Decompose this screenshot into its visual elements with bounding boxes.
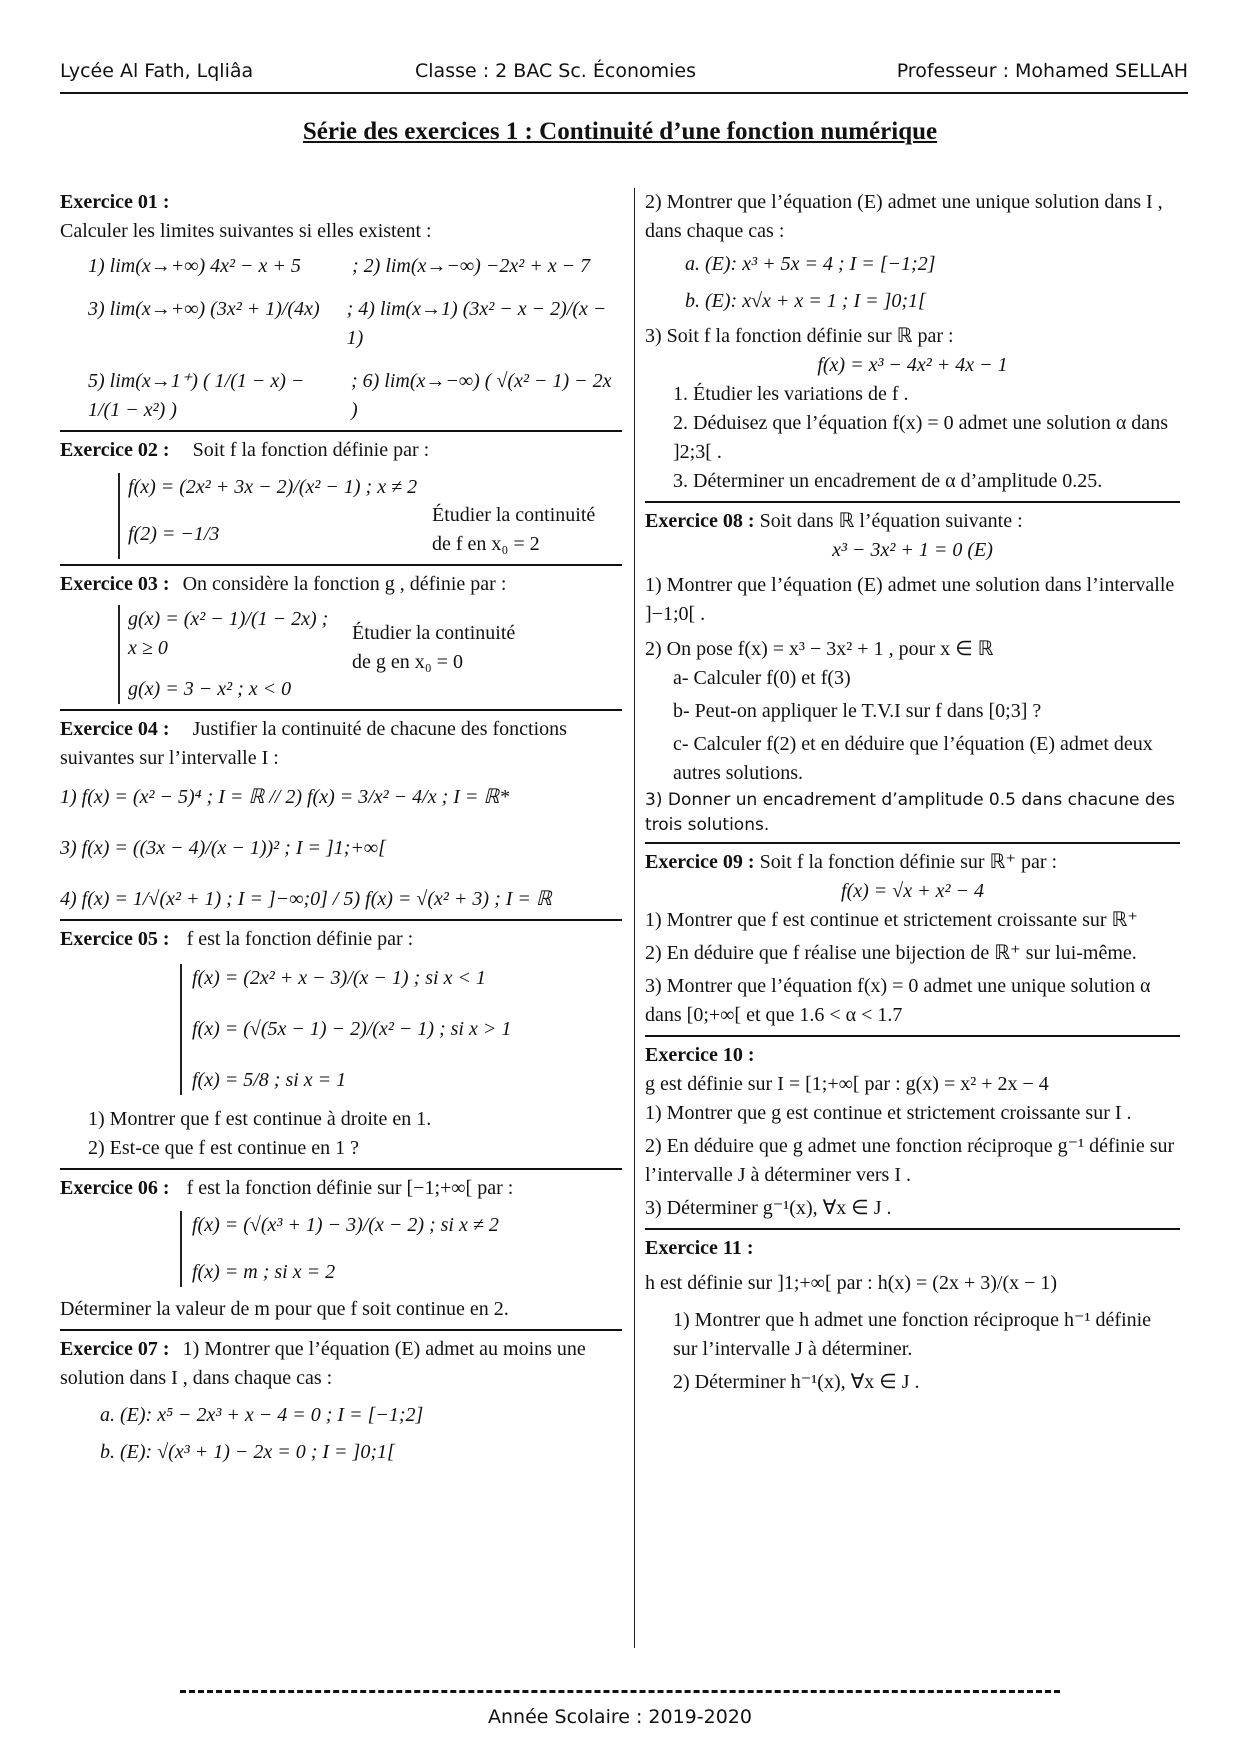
function-definition: f(x) = √x + x² − 4	[841, 880, 984, 903]
sub-question-3: 3. Déterminer un encadrement de α d’amplitude 0.25.	[673, 470, 1103, 492]
separator	[60, 1329, 622, 1331]
school-year: Année Scolaire : 2019-2020	[488, 1706, 752, 1728]
limit-1: 1) lim(x→+∞) 4x² − x + 5	[88, 255, 301, 277]
sub-question-c: c- Calculer f(2) et en déduire que l’équation (E) admet deux autres solutions.	[673, 733, 1153, 784]
exercise-intro: f est la fonction définie sur [−1;+∞[ par :	[186, 1177, 514, 1199]
separator	[645, 501, 1180, 503]
limit-5: 5) lim(x→1⁺) ( 1/(1 − x) − 1/(1 − x²) )	[88, 370, 305, 421]
exercise-06	[60, 1174, 622, 1324]
exercise-heading: Exercice 08 :	[645, 510, 755, 532]
limit-2: ; 2) lim(x→−∞) −2x² + x − 7	[352, 255, 591, 277]
exercise-intro: On considère la fonction g , définie par :	[182, 573, 507, 595]
exercise-heading: Exercice 10 :	[645, 1044, 755, 1067]
case-3: f(x) = 5/8 ; si x = 1	[192, 1069, 347, 1091]
right-column	[645, 188, 1180, 1397]
separator	[60, 709, 622, 711]
exercise-09	[645, 848, 1180, 1030]
exercise-05	[60, 925, 622, 1163]
exercise-intro: Soit f la fonction définie par :	[192, 439, 430, 461]
exercise-intro: 1) Montrer que l’équation (E) admet au moins une solution dans I , dans chaque cas :	[60, 1338, 586, 1389]
exercise-intro: f est la fonction définie par :	[186, 928, 414, 950]
exercise-01	[60, 188, 622, 425]
case-2: g(x) = 3 − x² ; x < 0	[128, 678, 292, 700]
sub-question-2: 2. Déduisez que l’équation f(x) = 0 admet une solution α dans ]2;3[ .	[673, 412, 1168, 463]
exercise-intro: Soit dans ℝ l’équation suivante :	[759, 510, 1023, 532]
exercise-heading: Exercice 05 :	[60, 928, 170, 950]
question-2: 2) En déduire que g admet une fonction réciproque g⁻¹ définie sur l’intervalle J à déterminer vers I .	[645, 1135, 1175, 1187]
separator	[60, 919, 622, 921]
case-2: f(x) = m ; si x = 2	[192, 1261, 336, 1283]
separator	[645, 842, 1180, 844]
exercise-04	[60, 715, 622, 914]
exercise-10	[645, 1041, 1180, 1223]
footer-dashed-rule	[180, 1690, 1060, 1693]
case-b: b. (E): x√x + x = 1 ; I = ]0;1[	[685, 290, 926, 312]
exercise-11	[645, 1234, 1180, 1397]
exercise-heading: Exercice 04 :	[60, 718, 170, 740]
case-1: f(x) = (2x² + 3x − 2)/(x² − 1) ; x ≠ 2	[128, 476, 418, 498]
case-2: f(x) = (√(5x − 1) − 2)/(x² − 1) ; si x > 1	[192, 1018, 512, 1040]
case-a: a. (E): x⁵ − 2x³ + x − 4 = 0 ; I = [−1;2]	[100, 1404, 424, 1426]
case-b: b. (E): √(x³ + 1) − 2x = 0 ; I = ]0;1[	[100, 1441, 395, 1463]
question-1: 1) Montrer que l’équation (E) admet une solution dans l’intervalle ]−1;0[ .	[645, 574, 1175, 625]
limit-4: ; 4) lim(x→1) (3x² − x − 2)/(x − 1)	[346, 298, 607, 349]
school-name: Lycée Al Fath, Lqliâa	[60, 60, 254, 82]
exercise-03	[60, 570, 622, 704]
teacher-name: Professeur : Mohamed SELLAH	[896, 60, 1188, 82]
question-1: 1) Montrer que g est continue et strictement croissante sur I .	[645, 1102, 1132, 1125]
case-a: a. (E): x³ + 5x = 4 ; I = [−1;2]	[685, 253, 936, 275]
question-1: 1) Montrer que f est continue à droite en 1.	[88, 1108, 432, 1130]
column-divider	[634, 188, 635, 1648]
question-1: 1) Montrer que h admet une fonction réciproque h⁻¹ définie sur l’intervalle J à déterminer.	[673, 1309, 1152, 1361]
function-line-2: 3) f(x) = ((3x − 4)/(x − 1))² ; I = ]1;+∞[	[60, 837, 386, 859]
function-line-1: 1) f(x) = (x² − 5)⁴ ; I = ℝ // 2) f(x) = 3/x² − 4/x ; I = ℝ*	[60, 786, 510, 808]
exercise-task: Étudier la continuité de f en x₀ = 2	[432, 504, 596, 555]
question-2: 2) Montrer que l’équation (E) admet une unique solution dans I , dans chaque cas :	[645, 191, 1163, 242]
exercise-heading: Exercice 11 :	[645, 1237, 754, 1260]
question-2: 2) En déduire que f réalise une bijection de ℝ⁺ sur lui-même.	[645, 942, 1137, 965]
separator	[60, 564, 622, 566]
page-title: Série des exercices 1 : Continuité d’une fonction numérique	[302, 118, 938, 145]
question-3: 3) Montrer que l’équation f(x) = 0 admet une unique solution α dans [0;+∞[ et que 1.6 < α < 1.7	[645, 975, 1151, 1027]
sub-question-1: 1. Étudier les variations de f .	[673, 383, 909, 405]
class-name: Classe : 2 BAC Sc. Économies	[415, 60, 696, 82]
sub-question-a: a- Calculer f(0) et f(3)	[673, 667, 851, 689]
question-2: 2) On pose f(x) = x³ − 3x² + 1 , pour x ∈ ℝ	[645, 638, 994, 660]
limit-3: 3) lim(x→+∞) (3x² + 1)/(4x)	[88, 298, 320, 320]
case-2: f(2) = −1/3	[128, 523, 220, 545]
separator	[645, 1228, 1180, 1230]
question-3: 3) Donner un encadrement d’amplitude 0.5 dans chacune des trois solutions.	[645, 790, 1176, 835]
exercise-intro: Soit f la fonction définie sur ℝ⁺ par :	[759, 851, 1058, 874]
page-header	[60, 58, 1188, 94]
exercise-heading: Exercice 06 :	[60, 1177, 170, 1199]
exercise-07	[60, 1335, 622, 1467]
exercise-heading: Exercice 01 :	[60, 191, 170, 213]
limit-6: ; 6) lim(x→−∞) ( √(x² − 1) − 2x )	[350, 370, 612, 421]
exercise-heading: Exercice 02 :	[60, 439, 170, 461]
exercise-07-continued	[645, 188, 1180, 496]
sub-question-b: b- Peut-on appliquer le T.V.I sur f dans [0;3] ?	[673, 700, 1042, 722]
exercise-02	[60, 436, 622, 559]
exercise-intro: g est définie sur I = [1;+∞[ par : g(x) = x² + 2x − 4	[645, 1073, 1049, 1096]
exercise-intro: h est définie sur ]1;+∞[ par : h(x) = (2x + 3)/(x − 1)	[645, 1272, 1058, 1295]
exercise-heading: Exercice 03 :	[60, 573, 170, 595]
question-3: 3) Déterminer g⁻¹(x), ∀x ∈ J .	[645, 1197, 892, 1220]
exercise-task: Déterminer la valeur de m pour que f soit continue en 2.	[60, 1298, 509, 1320]
exercise-heading: Exercice 07 :	[60, 1338, 170, 1360]
exercise-heading: Exercice 09 :	[645, 851, 755, 874]
separator	[645, 1035, 1180, 1037]
equation: x³ − 3x² + 1 = 0 (E)	[832, 539, 993, 561]
case-1: g(x) = (x² − 1)/(1 − 2x) ; x ≥ 0	[128, 608, 329, 659]
case-1: f(x) = (√(x³ + 1) − 3)/(x − 2) ; si x ≠ 2	[192, 1214, 499, 1236]
exercise-intro: Justifier la continuité de chacune des fonctions suivantes sur l’intervalle I :	[60, 718, 567, 769]
exercise-08	[645, 507, 1180, 837]
question-2: 2) Déterminer h⁻¹(x), ∀x ∈ J .	[673, 1371, 920, 1394]
exercise-task: Étudier la continuité de g en x₀ = 0	[352, 622, 516, 673]
left-column	[60, 188, 622, 1467]
function-definition: f(x) = x³ − 4x² + 4x − 1	[817, 354, 1008, 376]
separator	[60, 430, 622, 432]
question-1: 1) Montrer que f est continue et strictement croissante sur ℝ⁺	[645, 909, 1138, 932]
separator	[60, 1168, 622, 1170]
exercise-intro: Calculer les limites suivantes si elles existent :	[60, 220, 432, 242]
case-1: f(x) = (2x² + x − 3)/(x − 1) ; si x < 1	[192, 967, 486, 989]
function-line-3: 4) f(x) = 1/√(x² + 1) ; I = ]−∞;0] / 5) f(x) = √(x² + 3) ; I = ℝ	[60, 888, 552, 910]
question-2: 2) Est-ce que f est continue en 1 ?	[88, 1137, 360, 1159]
question-3: 3) Soit f la fonction définie sur ℝ par :	[645, 325, 954, 347]
